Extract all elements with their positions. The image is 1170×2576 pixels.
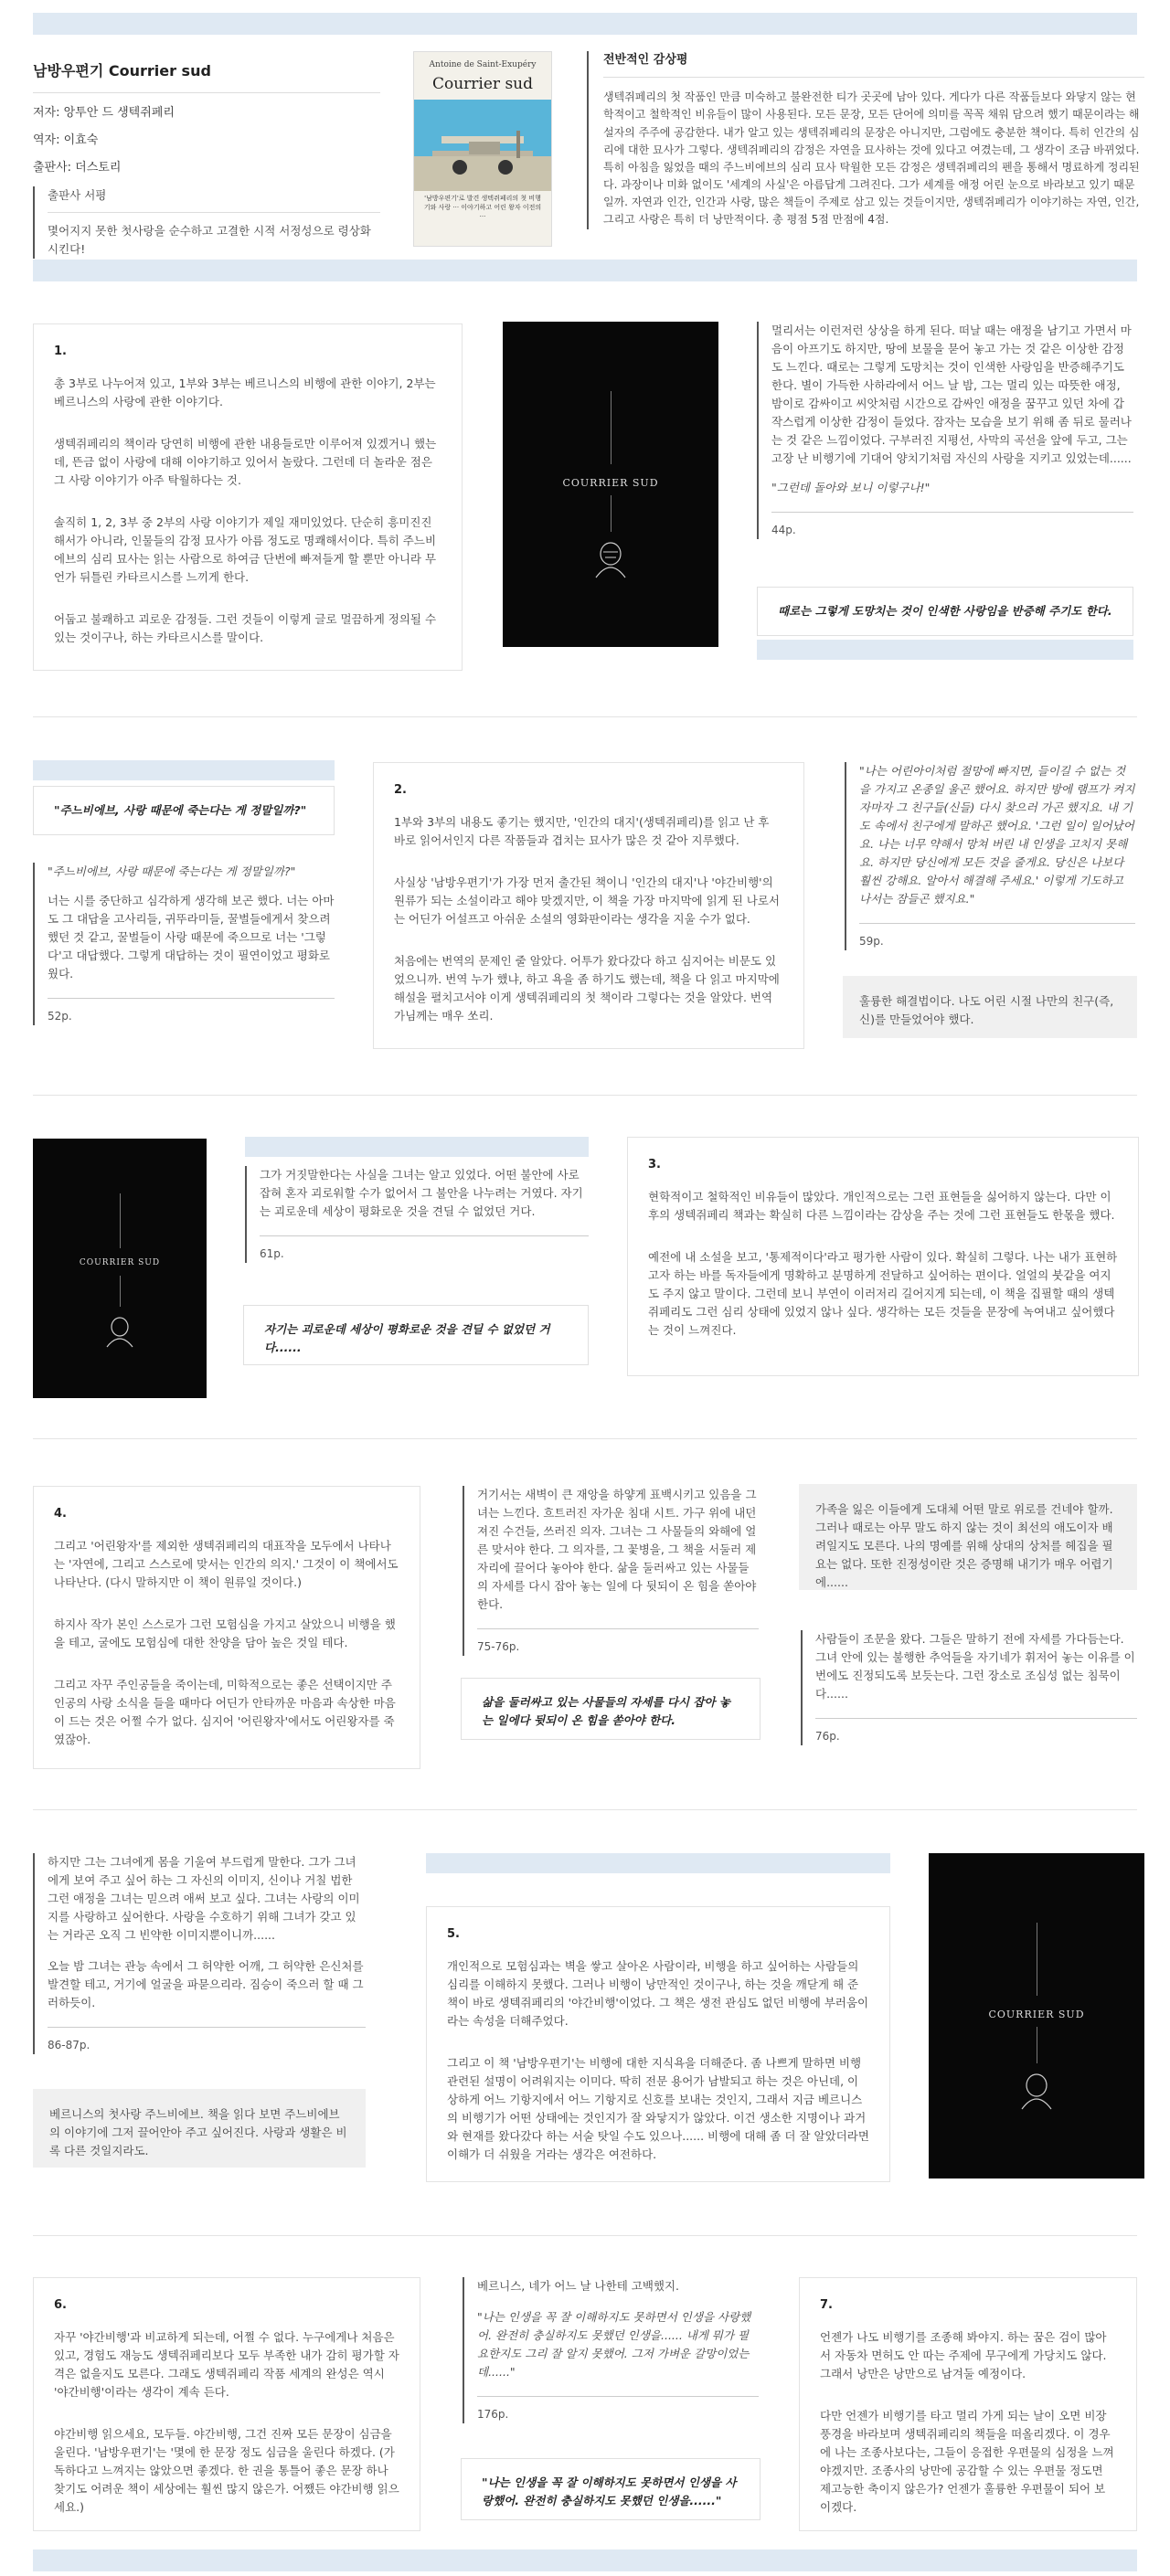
quote-text — [477, 1486, 759, 1629]
quote-body-2: 오늘 밤 그녀는 관능 속에서 그 허약한 어깨, 그 허약한 은신처를 발견할 테고, 거기에 얼굴을 파묻으리라. 짐승이 죽으러 할 때 그러하듯이. — [48, 1959, 364, 2009]
paragraph: 그리고 이 책 '남방우편기'는 비행에 대한 지식욕을 더해준다. 좀 나쁘게 말하면 비행 관련된 설명이 어려워지는 이미다. 딱히 전문 용어가 남발되고 하는 것은 아닌데, 이상하게 어느 기항지에서 어느 기항지로 신호를 보내는 것인지, 그래서 지금 베르니스의 비행기가 어떤 상태에는 것인지가 잘 와닿지가 않았다. 이건 생소한 지명이나 과거와 현재를 왔다갔다 하는 서술 탓일 수도 있으나...... 비행에 대해 좀 더 잘 알았더라면 이해가 더 쉬웠을 거라는 생각은 여전하다. — [447, 2055, 869, 2161]
cover-title: COURRIER SUD — [79, 1258, 161, 1267]
pilot-figure-icon — [104, 1314, 135, 1349]
highlight-box-6 — [461, 2458, 760, 2520]
quote-block-1 — [757, 322, 1133, 539]
divider — [33, 716, 1137, 717]
divider-line — [611, 495, 612, 532]
divider — [33, 1095, 1137, 1096]
note-box-2 — [843, 976, 1137, 1038]
paragraph: 처음에는 번역의 문제인 줄 알았다. 어투가 왔다갔다 하고 심지어는 비문도 있었으니까. 번역 누가 했냐, 하고 욕을 좀 하기도 했는데, 책을 다 읽고 마지막에 해설을 펼치고서야 이게 생텍쥐페리의 첫 책이라 그렇다는 것을 알았다. 번역가님께는 매우 쏘리. — [394, 953, 780, 1023]
paragraph: 야간비행 읽으세요, 모두들. 야간비행, 그건 진짜 모든 문장이 심금을 울린다. '남방우편기'는 '몇에 한 문장 정도 심금을 울린다 하겠다. (가독하다고 느껴지는 않았으면 좋겠다. 한 권을 통틀어 좋은 문장 하나 찾기도 어려운 책이 세상에는 훨씬 많지 않은가. 어쨌든 야간비행 읽으세요.) — [54, 2426, 399, 2514]
quote-head: 베르니스, 네가 어느 날 나한테 고백했지. — [477, 2279, 680, 2293]
top-band — [33, 13, 1137, 35]
paragraph: 하지사 작가 본인 스스로가 그런 모험심을 가지고 살았으니 비행을 했을 테고, 굴에도 모험심에 대한 찬양을 담아 높은 것일 테다. — [54, 1617, 396, 1649]
paragraph: 1부와 3부의 내용도 좋기는 했지만, '인간의 대지'(생텍쥐페리)를 읽고 난 후 바로 읽어서인지 다른 작품들과 겹치는 묘사가 많은 것 같아 지루했다. — [394, 814, 770, 847]
quote-italic: "그런데 돌아와 보니 이렇구나!" — [771, 481, 931, 494]
section-number: 4. — [54, 1507, 67, 1521]
book-cover-image — [413, 51, 552, 247]
essay-card-2 — [373, 762, 804, 1049]
divider — [33, 1809, 1137, 1810]
airplane-illustration — [414, 100, 552, 191]
paragraph: 생텍쥐페리의 책이라 당연히 비행에 관한 내용들로만 이루어져 있겠거니 했는데, 뜬금 없이 사랑에 대해 이야기하고 있어서 놀랐다. 그런데 더 놀라운 점은 그 사랑 이야기가 아주 탁월하다는 것. — [54, 436, 437, 487]
paragraph: 현학적이고 철학적인 비유들이 많았다. 개인적으로는 그런 표현들을 싫어하지 않는다. 다만 이후의 생텍쥐페리 책과는 확실히 다른 느낌이라는 감상을 주는 것에 그런 표현들도 한몫을 했다. — [648, 1189, 1115, 1222]
cover-title: COURRIER SUD — [562, 477, 659, 489]
page-reference: 176p. — [477, 2408, 509, 2421]
essay-card-3 — [627, 1137, 1139, 1376]
author: 저자: 앙투안 드 생텍쥐페리 — [33, 105, 175, 120]
quote-body: 사람들이 조문을 왔다. 그들은 말하기 전에 자세를 가다듬는다. 그녀 안에 있는 불행한 추억들을 자기네가 휘저어 놓는 이유를 이번에도 진정되도록 보듯는다. 그런 장소로 조심성 없는 침묵이다...... — [815, 1632, 1135, 1701]
quote-italic: "나는 어린아이처럼 절망에 빠지면, 들이길 수 없는 것을 가지고 온종일 울곤 했어요. 하지만 방에 램프가 켜지자마자 그 친구들(신들) 다시 찾으러 가곤 했지요. 내 기도 속에서 친구에게 말하곤 했어요. '그런 일이 일어났어요. 나는 너무 약해서 망쳐 버린 내 인생을 고치지 못해요. 하지만 당신에게 모든 것을 줄게요. 당신은 나보다 훨씬 강해요. 알아서 해결해 주세요.' 이렇게 기도하고 나서는 잠들곤 했지요." — [859, 764, 1135, 906]
quote-text — [260, 1166, 589, 1236]
quote-block-4 — [245, 1166, 589, 1263]
divider-line — [120, 1193, 121, 1248]
divider-line — [120, 1276, 121, 1307]
section-number: 6. — [54, 2298, 67, 2312]
quote-block-2 — [33, 863, 335, 1025]
section-number: 1. — [54, 345, 67, 358]
quote-text — [771, 322, 1133, 513]
translator: 역자: 이효숙 — [33, 133, 99, 147]
highlight-text: "주느비에브, 사랑 때문에 죽는다는 게 정말일까?" — [54, 803, 307, 817]
paragraph: 예전에 내 소설을 보고, '통제적이다'라고 평가한 사람이 있다. 확실히 그렇다. 나는 내가 표현하고자 하는 바를 독자들에게 명확하고 분명하게 전달하고 싶어하는 편이다. 얼얼의 붓같을 여지도 주지 않고 말이다. 그런데 보니 부연이 이러저리 길어지게 되는데, 이 책을 집필할 때의 생텍쥐페리도 그런 심리 상태에 있었지 않나 싶다. 생각하는 모든 것들을 문장에 녹여내고 싶어했다는 것이 느껴진다. — [648, 1249, 1118, 1337]
quote-body: 그가 거짓말한다는 사실을 그녀는 알고 있었다. 어떤 불안에 사로잡혀 혼자 괴로워할 수가 없어서 그 불안을 나누려는 거였다. 자기는 괴로운데 세상이 평화로운 것을 견딜 수 없었던 거다. — [260, 1168, 583, 1218]
quote-body: 하지만 그는 그녀에게 몸을 기울여 부드럽게 말한다. 그가 그녀에게 보여 주고 싶어 하는 그 자신의 이미지, 신이나 거칠 법한 그런 애정을 그녀는 믿으려 애써 보고 싶다. 그녀는 사랑의 이미지를 사랑하고 싶어한다. 사랑을 수호하기 위해 그녀가 갖고 있는 거라곤 오직 그 빈약한 이미지뿐이니까...... — [48, 1855, 360, 1942]
essay-card-4 — [33, 1486, 420, 1769]
cover-caption: '남방우편기'로 발견 생텍쥐페리의 첫 비행기와 사랑 ··· 이야기하고 어린 왕자 이전의 ··· — [423, 195, 542, 220]
review-text: 생텍쥐페리의 첫 작품인 만큼 미숙하고 불완전한 티가 곳곳에 남아 있다. 게다가 다른 작품들보다 와닿지 않는 현학적이고 철학적인 비유들이 많이 사용된다. 모든 문장, 모든 단어에 의미를 꼭꼭 채워 담으려 했기 때문이라는 해설자의 주주에 공감한다. 내가 알고 있는 생텍쥐페리의 문장은 아니지만, 그럼에도 충분한 책이다. 특히 인간의 심리에 대한 묘사가 그렇다. 생텍쥐페리의 감정은 자연을 묘사하는 것에 있다고 여겼는데, 그 생각이 조금 바뀌었다. 특히 아침을 잃었을 때의 주느비에브의 심리 묘사 탁월한 모든 감정은 생텍쥐페리의 펜을 통해서 명료하게 정리된다. 과장이나 미화 없이도 '세계의 사실'은 아름답게 그려진다. 그가 세계를 애정 어린 눈으로 바라보고 있기 때문일까. 자연과 인간, 인간과 사랑, 많은 책들이 주제로 삼고 있는 것들이지만, 생텍쥐페리가 이야기하는 자연, 인간, 그리고 사랑은 특히 더 낭만적이다. 총 평점 5점 만점에 4점. — [603, 90, 1140, 227]
page-reference: 61p. — [260, 1247, 284, 1260]
paragraph: 어둡고 불쾌하고 괴로운 감정들. 그런 것들이 이렇게 글로 멀끔하게 정의될 수 있는 것이구나, 하는 카타르시스를 말이다. — [54, 611, 437, 644]
quote-body: 너는 시를 중단하고 심각하게 생각해 보곤 했다. 너는 아마도 그 대답을 고사리들, 귀뚜라미들, 꿀벌들에게서 찾으려 했던 것 같고, 꿀벌들이 사랑 때문에 죽으므로 너는 '그렇다'고 대답했다. 그렇게 대답하는 것이 필연이었고 평화로웠다. — [48, 894, 335, 981]
band-small — [33, 760, 335, 780]
note-text: 가족을 잃은 이들에게 도대체 어떤 말로 위로를 건네야 할까. 그러나 때로는 아무 말도 하지 않는 것이 최선의 애도이자 배려일지도 모른다. 나의 명예를 위해 상대의 상처를 헤집을 필요는 없다. 또한 진정성이란 것은 증명해 내기가 매우 어렵기에...... — [815, 1502, 1113, 1589]
quote-italic: "나는 인생을 꼭 잘 이해하지도 못하면서 인생을 사랑했어. 완전히 충실하지도 못했던 인생을...... 내게 뭐가 필요한지도 그리 잘 알지 못했어. 그저 가벼운 갈망이었는데......" — [477, 2310, 751, 2379]
book-meta — [33, 60, 380, 259]
cover-title: Courrier sud — [431, 74, 534, 93]
paragraph: 총 3부로 나누어져 있고, 1부와 3부는 베르니스의 비행에 관한 이야기, 2부는 베르니스의 사랑에 관한 이야기다. — [54, 376, 436, 408]
highlight-text: 자기는 괴로운데 세상이 평화로운 것을 견딜 수 없었던 거다...... — [264, 1322, 550, 1354]
highlight-text: 삶을 둘러싸고 있는 사물들의 자세를 다시 잡아 놓는 일에다 뒷되이 온 힘을 쏟아야 한다. — [482, 1695, 730, 1727]
paragraph: 그리고 자꾸 주인공들을 죽이는데, 미학적으로는 좋은 선택이지만 주인공의 사랑 소식을 들을 때마다 어딘가 안타까운 마음과 속상한 마음이 드는 것은 어쩔 수가 없다. 심지어 '어린왕자'에서도 어린왕자를 죽였잖아. — [54, 1677, 396, 1746]
paragraph: 그리고 '어린왕자'를 제외한 생텍쥐페리의 대표작을 모두에서 나타나는 '자연에, 그리고 스스로에 맞서는 인간의 의지.' 그것이 이 책에서도 나타난다. (다시 말하지만 이 책이 원류일 것이다.) — [54, 1538, 399, 1589]
section-number: 5. — [447, 1927, 460, 1941]
highlight-box-2 — [33, 786, 335, 835]
paragraph: 다만 언젠가 비행기를 타고 멀리 가게 되는 날이 오면 비장풍경을 바라보며 생텍쥐페리의 책들을 떠올리겠다. 이 경우에 나는 조종사보다는, 그들이 응접한 우편물의 심정을 느껴야겠지만. 조종사의 낭만에 공감할 수 있는 우편물 정도면 제고능한 축이지 않은가? 언젠가 훌륭한 우편물이 되어 보이겠다. — [820, 2408, 1114, 2514]
paragraph: 자꾸 '야간비행'과 비교하게 되는데, 어쩔 수 없다. 누구에게나 처음은 있고, 경험도 재능도 생텍쥐페리보다 모두 부족한 내가 감히 평가할 자격은 없을지도 모른다. 그래도 생텍쥐페리 작품 세계의 완성은 역시 '야간비행'이라는 생각이 계속 든다. — [54, 2329, 399, 2399]
review — [587, 51, 1144, 229]
highlight-text: "나는 인생을 꼭 잘 이해하지도 못하면서 인생을 사랑했어. 완전히 충실하지도 못했던 인생을......" — [482, 2475, 737, 2507]
divider — [33, 1438, 1137, 1439]
page-reference: 76p. — [815, 1730, 840, 1743]
note-box-4 — [799, 1484, 1137, 1590]
essay-card-6 — [33, 2277, 420, 2531]
quote-body: 멀리서는 이런저런 상상을 하게 된다. 떠날 때는 애정을 남기고 가면서 마음이 아프기도 하지만, 땅에 보물을 묻어 놓고 가는 것 같은 이상한 감정도 느낀다. 때로는 그렇게 도망치는 것이 인색한 사랑임을 반증해주기도 한다. 별이 가득한 사하라에서 어느 날 밤, 그는 멀리 있는 따뜻한 애정, 밤이로 감싸이고 씨앗처럼 시간으로 감싸인 애정을 꿈꾸고 있던 차에 갑작스럽게 이상한 감정이 들었다. 잠자는 모습을 보기 위해 좀 뒤로 물러나는 것 같은 느낌이었다. 구부러진 지평선, 사막의 곡선을 앞에 두고, 그는 고장 난 비행기에 기대어 양치기처럼 자신의 사랑을 지키고 있었는데...... — [771, 323, 1132, 465]
review-title: 전반적인 감상평 — [603, 51, 1144, 78]
section-number: 2. — [394, 783, 407, 797]
quote-body: 거기서는 새벽이 큰 재앙을 하얗게 표백시키고 있음을 그녀는 느낀다. 흐트러진 자가운 침대 시트. 가구 위에 내던져진 수건들, 쓰러진 의자. 그녀는 그 사물들의 와해에 얼른 맞서야 한다. 그 의자를, 그 꽃병을, 그 책을 서둘러 제자리에 끌어다 놓아야 한다. 삶을 둘러싸고 있는 사물들의 자세를 다시 잡아 놓는 일에 다 뒷되이 온 힘을 쏟아야 한다. — [477, 1488, 757, 1611]
band-small — [426, 1853, 890, 1873]
paragraph: 솔직히 1, 2, 3부 중 2부의 사랑 이야기가 제일 재미있었다. 단순히 흥미진진해서가 아니라, 인물들의 감정 묘사가 아름 정도로 명쾌해서이다. 특히 주느비에브의 심리 묘사는 읽는 사람으로 하여금 단번에 빠져들게 할 뿐만 아니라 무언가 뒤틀린 카타르시스를 느끼게 한다. — [54, 514, 437, 584]
divider-line — [611, 391, 612, 464]
book-cover-dark-3 — [929, 1853, 1144, 2178]
book-title: 남방우편기 Courrier sud — [33, 60, 380, 93]
page-reference: 44p. — [771, 524, 796, 536]
quote-text — [48, 863, 335, 999]
divider — [33, 2235, 1137, 2236]
quote-text — [48, 1853, 366, 2028]
page-reference: 86-87p. — [48, 2039, 90, 2051]
paragraph: 사실상 '남방우편기'가 가장 먼저 출간된 책이니 '인간의 대지'나 '야간비행'의 원류가 되는 소설이라고 해야 맞겠지만, 이 책을 가장 마지막에 읽게 된 나로서는 어딘가 어설프고 아쉬운 소설의 영화판이라는 생각을 지울 수가 없다. — [394, 875, 781, 926]
pilot-figure-icon — [592, 539, 629, 579]
quote-text — [477, 2277, 759, 2397]
band-2 — [33, 260, 1137, 281]
paragraph: 언젠가 나도 비행기를 조종해 봐야지. 하는 꿈은 검이 많아서 자동차 면허도 안 따는 주제에 무구에게 가당치도 않다. 그래서 낭만은 낭만으로 남겨둘 예정이다. — [820, 2329, 1107, 2380]
essay-card-1 — [33, 323, 463, 671]
highlight-box-4 — [461, 1678, 760, 1740]
page-reference: 75-76p. — [477, 1640, 520, 1653]
cover-author: Antoine de Saint-Exupéry — [429, 60, 537, 69]
quote-text — [859, 762, 1135, 924]
quote-text — [815, 1630, 1137, 1719]
quote-block-7 — [33, 1853, 366, 2054]
sign-text: 몇어지지 못한 첫사랑을 순수하고 고결한 시적 서정성으로 령상화시킨다! — [48, 224, 371, 257]
page-reference: 52p. — [48, 1010, 72, 1023]
cover-title: COURRIER SUD — [988, 2009, 1085, 2020]
band-small — [245, 1137, 589, 1157]
sign-label: 출판사 서평 — [48, 186, 380, 213]
section-number: 7. — [820, 2298, 833, 2312]
highlight-box-3 — [243, 1305, 589, 1365]
highlight-box-1 — [757, 587, 1133, 636]
quote-block-8 — [463, 2277, 759, 2423]
publisher-review — [33, 186, 380, 259]
publisher: 출판사: 더스토리 — [33, 161, 122, 175]
pilot-figure-icon — [1018, 2071, 1055, 2111]
highlight-text: 때로는 그렇게 도망치는 것이 인색한 사랑임을 반증해 주기도 한다. — [778, 604, 1112, 618]
essay-card-7 — [799, 2277, 1137, 2531]
quote-block-5 — [463, 1486, 759, 1656]
book-cover-dark-1 — [503, 322, 718, 647]
paragraph: 개인적으로 모험심과는 벽을 쌓고 살아온 사람이라, 비행을 하고 싶어하는 사람들의 심리를 이해하지 못했다. 그러나 비행이 낭만적인 것이구나, 하는 것을 깨닫게 해 준 책이 바로 생텍쥐페리의 '야간비행'이었다. 그 책은 생전 관심도 없던 비행에 부러움이라는 속성을 더해주었다. — [447, 1958, 869, 2028]
note-text: 베르니스의 첫사랑 주느비에브. 책을 읽다 보면 주느비에브의 이야기에 그저 끌어안아 주고 싶어진다. 사랑과 생활은 비록 다른 것일지라도. — [49, 2107, 347, 2157]
essay-card-5 — [426, 1906, 890, 2182]
bottom-band — [33, 2549, 1137, 2571]
section-number: 3. — [648, 1158, 661, 1171]
quote-block-3 — [845, 762, 1135, 950]
quote-italic: "주느비에브, 사랑 때문에 죽는다는 게 정말일까?" — [48, 864, 296, 878]
note-text: 훌륭한 해결법이다. 나도 어린 시절 나만의 친구(즉, 신)를 만들었어야 했다. — [859, 994, 1114, 1026]
quote-block-6 — [801, 1630, 1137, 1745]
band-small — [757, 640, 1133, 660]
page-reference: 59p. — [859, 935, 884, 948]
book-cover-dark-2 — [33, 1139, 207, 1398]
note-box-5 — [33, 2089, 366, 2168]
